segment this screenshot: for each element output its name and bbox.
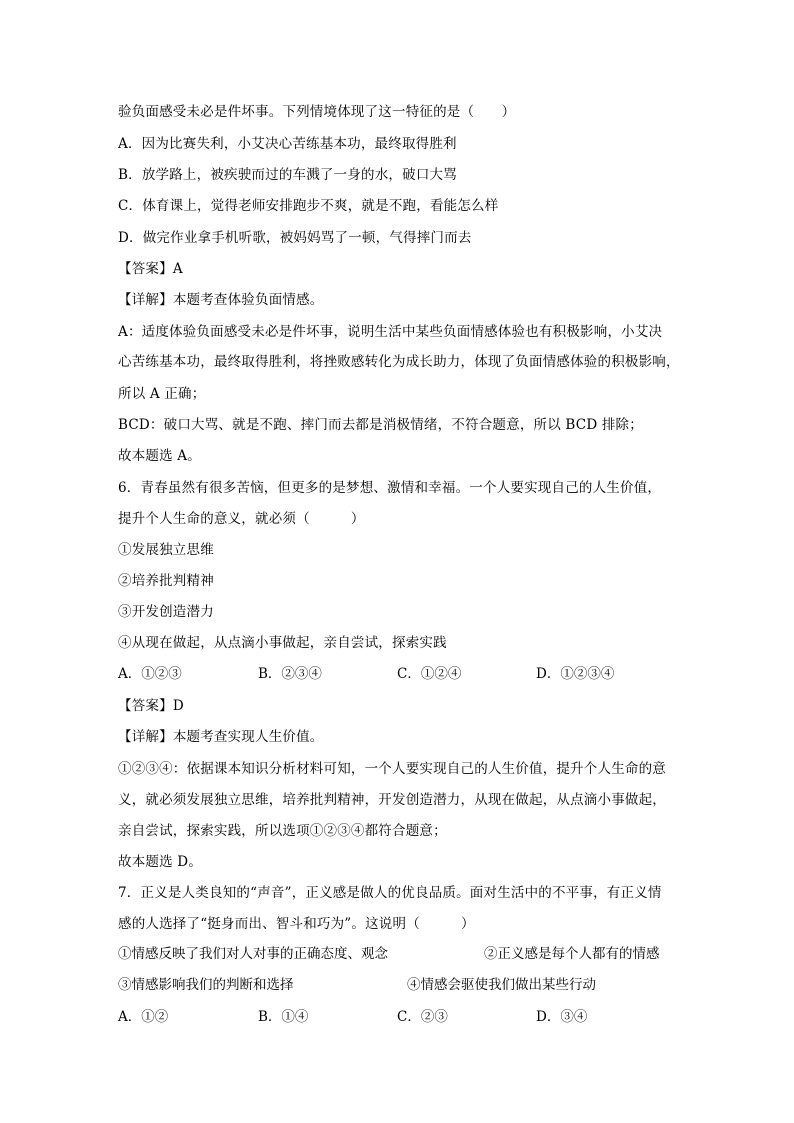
q5-explain-heading bbox=[118, 290, 324, 310]
q6-stem-line: 6．青春虽然有很多苦恼，但更多的是梦想、激情和幸福。一个人要实现自己的人生价值， bbox=[118, 480, 662, 496]
q6-item: ①发展独立思维 bbox=[118, 542, 214, 558]
q7-stem-line: 7．正义是人类良知的“声音”，正义感是做人的优良品质。面对生活中的不平事，有正义情 bbox=[118, 885, 662, 901]
q5-option-c: C．体育课上，觉得老师安排跑步不爽，就是不跑，看能怎么样 bbox=[118, 198, 499, 214]
q7-stem-line: 感的人选择了“挺身而出、智斗和巧为”。这说明（ ） bbox=[118, 916, 475, 932]
q5-explain-line: 故本题选 A。 bbox=[118, 448, 201, 464]
q6-stem-line: 提升个人生命的意义，就必须（ ） bbox=[118, 511, 365, 527]
q6-explain-line: 义，就必须发展独立思维，培养批判精神，开发创造潜力，从现在做起，从点滴小事做起， bbox=[118, 792, 666, 808]
explain-label: 【详解】 bbox=[118, 729, 173, 745]
q6-item: ②培养批判精神 bbox=[118, 573, 214, 589]
q5-explain-line: 所以 A 正确； bbox=[118, 386, 206, 402]
answer-value: D bbox=[172, 698, 184, 714]
q7-item: ②正义感是每个人都有的情感 bbox=[484, 946, 660, 962]
q6-explain-line: 亲自尝试，探索实践，所以选项①②③④都符合题意； bbox=[118, 823, 447, 839]
explain-intro: 本题考查实现人生价值。 bbox=[172, 729, 324, 745]
q6-option-b: B．②③④ bbox=[258, 666, 322, 682]
q6-option-c: C．①②④ bbox=[397, 666, 462, 682]
q6-option-d: D．①②③④ bbox=[536, 666, 615, 682]
answer-value: A bbox=[172, 261, 183, 277]
q5-option-d: D．做完作业拿手机听歌，被妈妈骂了一顿，气得摔门而去 bbox=[118, 230, 472, 246]
answer-label: 【答案】 bbox=[118, 698, 173, 714]
explain-label: 【详解】 bbox=[118, 292, 173, 308]
q7-item: ④情感会驱使我们做出某些行动 bbox=[407, 977, 596, 993]
q7-option-d: D．③④ bbox=[536, 1009, 588, 1025]
answer-label: 【答案】 bbox=[118, 261, 173, 277]
q5-explain-line: 心苦练基本功，最终取得胜利，将挫败感转化为成长助力，体现了负面情感体验的积极影响， bbox=[118, 354, 680, 370]
q6-explain-heading bbox=[118, 727, 324, 747]
q6-explain-line: ①②③④：依据课本知识分析材料可知，一个人要实现自己的人生价值，提升个人生命的意 bbox=[118, 761, 666, 777]
q5-explain-line: BCD：破口大骂、就是不跑、摔门而去都是消极情绪，不符合题意，所以 BCD 排除； bbox=[118, 417, 643, 433]
q6-option-a: A．①②③ bbox=[118, 666, 182, 682]
q7-option-b: B．①④ bbox=[258, 1009, 309, 1025]
q5-option-b: B．放学路上，被疾驶而过的车溅了一身的水，破口大骂 bbox=[118, 167, 457, 183]
explain-intro: 本题考查体验负面情感。 bbox=[172, 292, 324, 308]
q7-item: ①情感反映了我们对人对事的正确态度、观念 bbox=[118, 946, 388, 962]
q6-explain-line: 故本题选 D。 bbox=[118, 854, 203, 870]
q5-option-a: A．因为比赛失利，小艾决心苦练基本功，最终取得胜利 bbox=[118, 136, 457, 152]
q7-item: ③情感影响我们的判断和选择 bbox=[118, 977, 294, 993]
q7-option-a: A．①② bbox=[118, 1009, 169, 1025]
q6-item: ④从现在做起，从点滴小事做起，亲自尝试，探索实践 bbox=[118, 635, 447, 651]
q5-answer bbox=[118, 259, 183, 279]
q6-answer bbox=[118, 696, 184, 716]
q5-stem: 验负面感受未必是件坏事。下列情境体现了这一特征的是（ ） bbox=[118, 104, 516, 120]
q7-option-c: C．②③ bbox=[397, 1009, 448, 1025]
q5-explain-line: A：适度体验负面感受未必是件坏事，说明生活中某些负面情感体验也有积极影响，小艾决 bbox=[118, 324, 663, 340]
q6-item: ③开发创造潜力 bbox=[118, 604, 214, 620]
